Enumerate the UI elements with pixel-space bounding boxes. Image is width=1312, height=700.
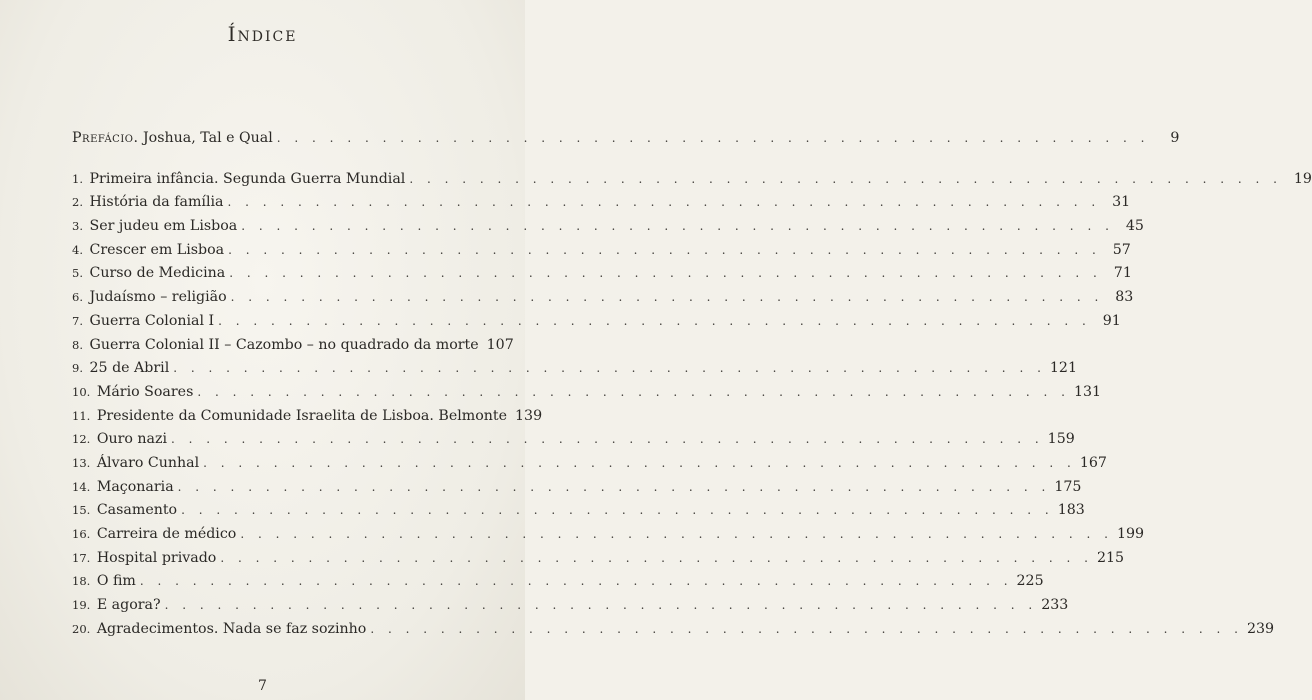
toc-page-number: 215 xyxy=(1096,549,1125,566)
toc-entry-label xyxy=(72,334,479,358)
toc-chapter-title: Casamento xyxy=(96,502,178,519)
toc-chapter-number: 19. xyxy=(72,598,91,613)
toc-chapter-number: 10. xyxy=(72,384,91,399)
toc-entry-row xyxy=(72,381,1102,405)
toc-entry-label xyxy=(72,191,224,215)
toc-page-number: 107 xyxy=(486,336,514,353)
dot-leader xyxy=(197,381,1070,405)
dot-leader xyxy=(228,191,1101,215)
toc-entry-label xyxy=(72,523,236,547)
toc-entry-row xyxy=(72,405,543,429)
toc-chapter-number: 17. xyxy=(72,550,91,565)
toc-entry-label xyxy=(72,381,193,405)
toc-page-number: 91 xyxy=(1102,312,1121,329)
toc-chapter-number: 9. xyxy=(72,361,83,376)
toc-chapter-number: 16. xyxy=(72,527,91,541)
dot-leader xyxy=(140,570,1013,594)
toc-chapter-number: 11. xyxy=(72,408,91,423)
dot-leader xyxy=(409,168,1282,192)
toc-chapter-number: 8. xyxy=(72,337,83,352)
toc-entry-label xyxy=(72,452,199,476)
toc-page-number: 45 xyxy=(1125,218,1144,235)
toc-chapter-title: Agradecimentos. Nada se faz sozinho xyxy=(96,620,367,637)
toc-page-number: 19 xyxy=(1293,170,1312,187)
toc-page-number: 31 xyxy=(1112,194,1131,211)
toc-entry-row xyxy=(72,168,1312,192)
toc-chapter-title: Hospital privado xyxy=(96,549,217,566)
toc-page-number: 139 xyxy=(515,407,543,424)
toc-page-number: 121 xyxy=(1049,360,1077,377)
dot-leader xyxy=(240,523,1113,547)
toc-chapter-number: 6. xyxy=(72,290,83,305)
toc-preface-label xyxy=(72,127,273,151)
toc-entry-row xyxy=(72,191,1131,215)
dot-leader xyxy=(370,618,1243,642)
toc-entry-row xyxy=(72,262,1132,286)
toc-chapter-title: Ouro nazi xyxy=(96,431,168,448)
dot-leader xyxy=(220,547,1093,571)
toc-entry-label xyxy=(72,168,405,192)
toc-chapter-title: Maçonaria xyxy=(96,478,174,495)
toc-page-number: 239 xyxy=(1246,620,1275,637)
toc-page-number: 83 xyxy=(1115,289,1134,306)
toc-chapter-number: 14. xyxy=(72,479,91,494)
dot-leader xyxy=(203,452,1076,476)
toc-chapter-title: Judaísmo – religião xyxy=(89,289,227,306)
toc-entry-row xyxy=(72,618,1275,642)
dot-leader xyxy=(173,357,1046,381)
toc-chapter-number: 18. xyxy=(72,574,91,589)
dot-leader xyxy=(241,215,1114,239)
toc-entry-label xyxy=(72,618,366,642)
toc-entry-label xyxy=(72,286,227,310)
toc-chapter-title: O fim xyxy=(96,573,136,590)
toc-chapter-number: 20. xyxy=(72,621,91,636)
toc-chapter-title: Carreira de médico xyxy=(96,526,237,542)
toc-preface-prefix: Prefácio. xyxy=(72,130,139,146)
toc-entry-label xyxy=(72,405,507,429)
toc-entry-label xyxy=(72,476,174,500)
toc-page-number: 57 xyxy=(1112,241,1131,258)
toc-chapter-title: Guerra Colonial II – Cazombo – no quadrado da morte xyxy=(89,336,479,353)
toc-entry-row xyxy=(72,215,1144,239)
toc-entry-row xyxy=(72,452,1107,476)
dot-leader xyxy=(277,127,1150,151)
toc-chapter-number: 3. xyxy=(72,219,83,234)
toc-entry-row xyxy=(72,286,1134,310)
toc-chapter-title: Ser judeu em Lisboa xyxy=(89,218,238,235)
toc-entries xyxy=(72,168,1312,642)
dot-leader xyxy=(231,286,1104,310)
toc-page-number: 167 xyxy=(1079,454,1107,471)
toc-chapter-title: Crescer em Lisboa xyxy=(89,241,225,258)
toc-entry-row xyxy=(72,476,1082,500)
toc-chapter-number: 15. xyxy=(72,503,91,518)
toc-chapter-number: 4. xyxy=(72,242,83,257)
dot-leader xyxy=(181,499,1054,523)
toc-page-number: 233 xyxy=(1041,597,1069,614)
toc-page-number: 159 xyxy=(1047,431,1075,448)
toc-entry-label xyxy=(72,594,161,618)
toc-entry-row xyxy=(72,547,1125,571)
toc-chapter-number: 5. xyxy=(72,266,83,281)
toc-entry-row xyxy=(72,310,1121,334)
toc-chapter-title: Presidente da Comunidade Israelita de Lisboa. Belmonte xyxy=(96,407,508,424)
toc-entry-row xyxy=(72,334,514,358)
toc-chapter-number: 7. xyxy=(72,313,83,328)
toc-entry-label xyxy=(72,215,237,239)
toc-page-number: 9 xyxy=(1170,130,1180,146)
toc-entry-row xyxy=(72,523,1145,547)
toc-entry-label xyxy=(72,239,224,263)
page-title: Índice xyxy=(227,22,298,46)
toc-entry-row xyxy=(72,570,1044,594)
toc-entry-row xyxy=(72,428,1075,452)
toc-chapter-title: Mário Soares xyxy=(96,383,194,400)
toc-entry-row xyxy=(72,594,1069,618)
toc-page-number: 71 xyxy=(1113,265,1132,282)
dot-leader xyxy=(165,594,1038,618)
toc-entry-label xyxy=(72,547,216,571)
toc-chapter-title: Primeira infância. Segunda Guerra Mundial xyxy=(89,170,406,187)
toc-entry-label xyxy=(72,357,169,381)
dot-leader xyxy=(229,262,1102,286)
toc-chapter-title: Curso de Medicina xyxy=(89,265,226,282)
toc-chapter-number: 12. xyxy=(72,432,91,447)
toc-entry-row xyxy=(72,357,1077,381)
dot-leader xyxy=(228,239,1101,263)
toc-chapter-number: 13. xyxy=(72,455,91,470)
dot-leader xyxy=(178,476,1051,500)
toc-chapter-title: E agora? xyxy=(96,597,161,614)
toc-entry-label xyxy=(72,262,225,286)
toc-preface-row xyxy=(72,127,1180,151)
dot-leader xyxy=(218,310,1091,334)
toc-page-number: 199 xyxy=(1116,526,1145,542)
toc-chapter-title: 25 de Abril xyxy=(89,360,170,377)
table-of-contents xyxy=(72,127,1312,641)
toc-chapter-number: 1. xyxy=(72,171,83,186)
toc-entry-label xyxy=(72,310,214,334)
toc-chapter-number: 2. xyxy=(72,195,83,210)
toc-page-number: 225 xyxy=(1016,573,1044,590)
toc-page-number: 131 xyxy=(1074,383,1102,400)
toc-entry-row xyxy=(72,499,1085,523)
toc-chapter-title: História da família xyxy=(89,194,224,211)
toc-preface-title: Joshua, Tal e Qual xyxy=(138,130,273,146)
toc-chapter-title: Álvaro Cunhal xyxy=(96,454,200,471)
toc-entry-row xyxy=(72,239,1131,263)
toc-page-number: 183 xyxy=(1057,502,1085,519)
toc-entry-label xyxy=(72,499,177,523)
toc-entry-label xyxy=(72,570,136,594)
toc-entry-label xyxy=(72,428,167,452)
toc-page-number: 175 xyxy=(1054,478,1082,495)
dot-leader xyxy=(171,428,1044,452)
toc-chapter-title: Guerra Colonial I xyxy=(89,312,215,329)
page-number: 7 xyxy=(258,678,267,694)
